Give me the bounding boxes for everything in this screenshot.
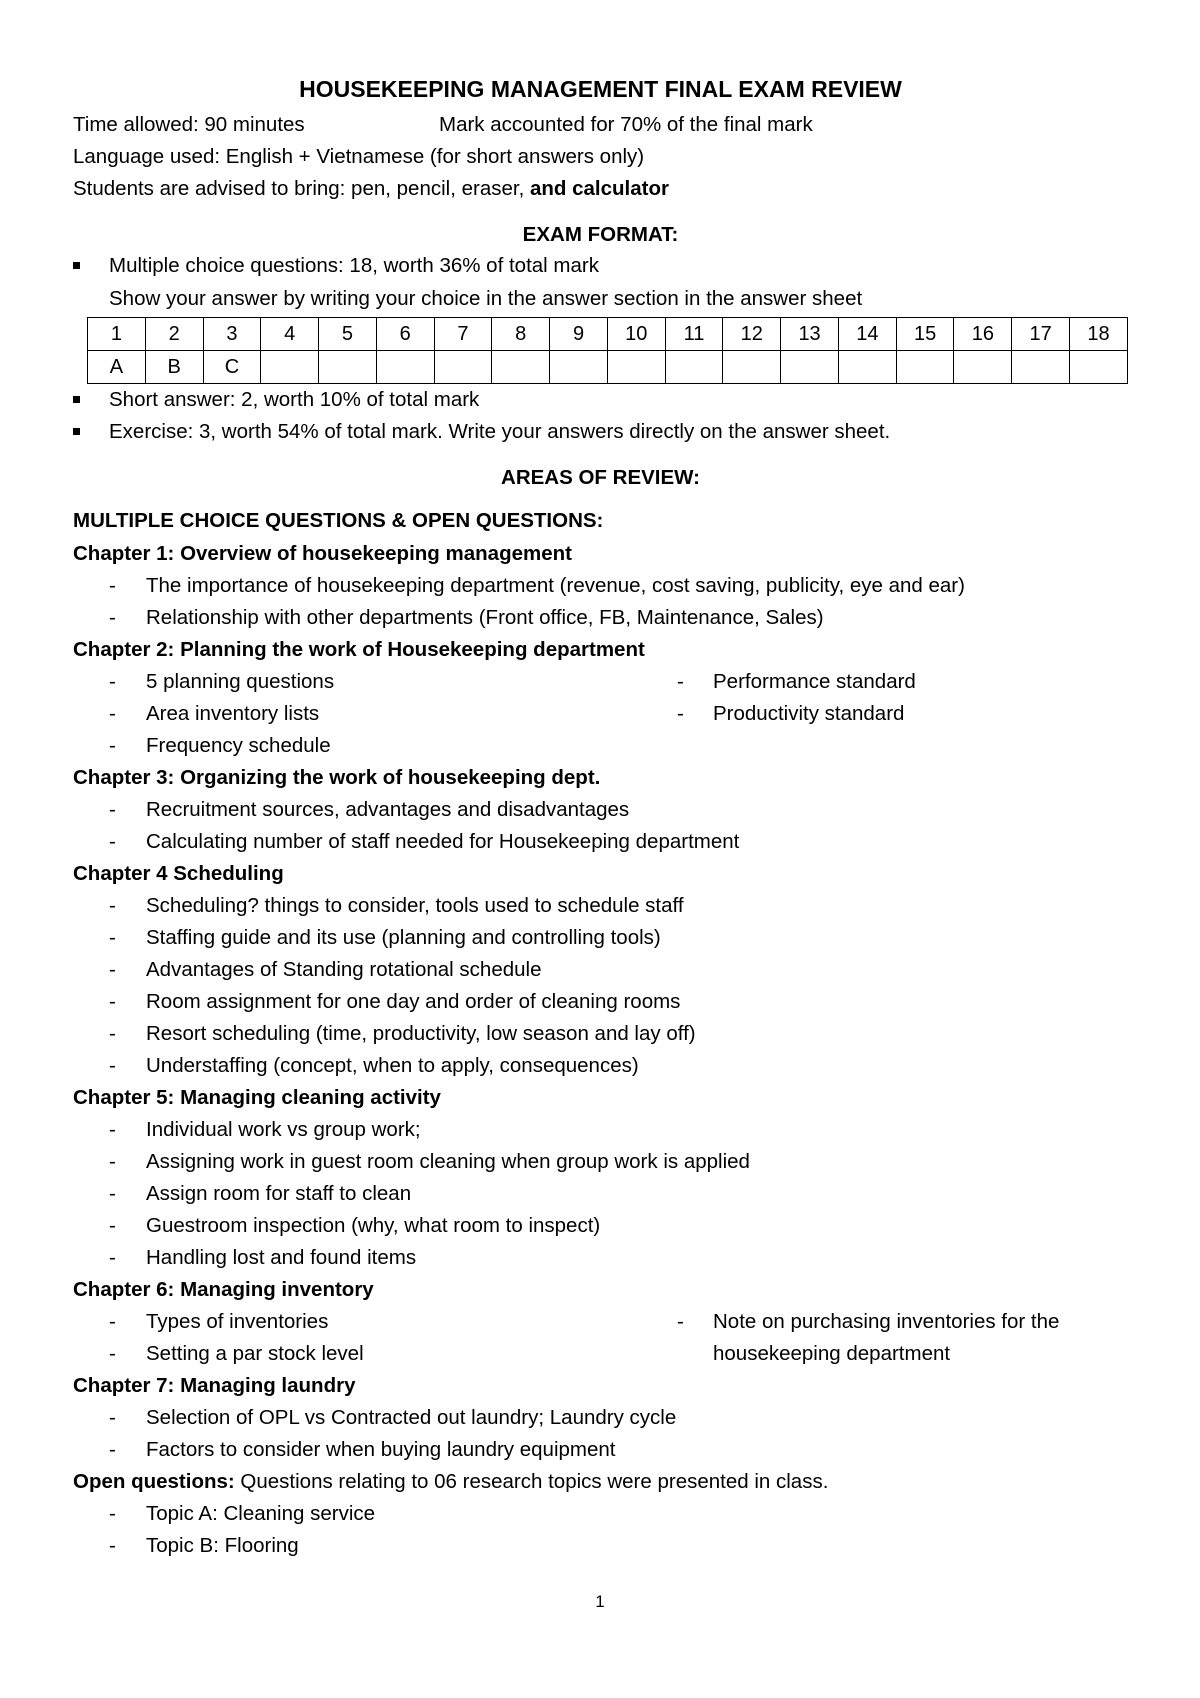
chapter-3-title: Chapter 3: Organizing the work of housekeeping dept. <box>73 766 601 789</box>
list-item-text: Individual work vs group work; <box>146 1118 421 1141</box>
answer-table-answer-cell: B <box>145 351 203 384</box>
dash-bullet: - <box>109 1310 116 1333</box>
dash-bullet: - <box>109 702 116 725</box>
exercise-text: Exercise: 3, worth 54% of total mark. Write your answers directly on the answer sheet. <box>109 420 891 443</box>
answer-table-number-cell: 18 <box>1070 318 1128 351</box>
answer-table-answer-cell <box>954 351 1012 384</box>
list-item-text: Frequency schedule <box>146 734 331 757</box>
answer-table-number-row <box>88 318 1128 351</box>
answer-table-answer-row <box>88 351 1128 384</box>
answer-table-number-cell: 5 <box>319 318 377 351</box>
answer-table-number-cell: 6 <box>376 318 434 351</box>
answer-table-answer-cell <box>1012 351 1070 384</box>
answer-table-answer-cell <box>838 351 896 384</box>
list-item-text: Recruitment sources, advantages and disadvantages <box>146 798 630 821</box>
answer-table-number-cell: 2 <box>145 318 203 351</box>
dash-bullet: - <box>109 606 116 629</box>
dash-bullet: - <box>109 830 116 853</box>
bring-prefix: Students are advised to bring: pen, pencil, eraser, <box>73 177 530 200</box>
list-item-text: Guestroom inspection (why, what room to inspect) <box>146 1214 601 1237</box>
square-bullet-icon <box>73 428 80 435</box>
language-used: Language used: English + Vietnamese (for short answers only) <box>73 145 645 168</box>
answer-table-answer-cell <box>492 351 550 384</box>
answer-table-number-cell: 13 <box>781 318 839 351</box>
document-title: HOUSEKEEPING MANAGEMENT FINAL EXAM REVIEW <box>299 76 902 102</box>
areas-heading: AREAS OF REVIEW: <box>501 466 700 489</box>
list-item-text: Room assignment for one day and order of cleaning rooms <box>146 990 681 1013</box>
dash-bullet: - <box>109 1534 116 1557</box>
chapter-6-title: Chapter 6: Managing inventory <box>73 1278 374 1301</box>
dash-bullet: - <box>109 1182 116 1205</box>
short-answer-text: Short answer: 2, worth 10% of total mark <box>109 388 480 411</box>
chapter-1-title: Chapter 1: Overview of housekeeping management <box>73 542 572 565</box>
list-item-text: Advantages of Standing rotational schedule <box>146 958 542 981</box>
dash-bullet: - <box>109 670 116 693</box>
list-item-text: Relationship with other departments (Front office, FB, Maintenance, Sales) <box>146 606 824 629</box>
answer-table-answer-cell <box>261 351 319 384</box>
list-item-text: Types of inventories <box>146 1310 329 1333</box>
list-item-text: Resort scheduling (time, productivity, low season and lay off) <box>146 1022 696 1045</box>
dash-bullet: - <box>109 1118 116 1141</box>
chapter-5-title: Chapter 5: Managing cleaning activity <box>73 1086 441 1109</box>
list-item-text: Performance standard <box>713 670 916 693</box>
chapter-2-title: Chapter 2: Planning the work of Housekeeping department <box>73 638 645 661</box>
answer-table-answer-cell <box>607 351 665 384</box>
mcq-note: Show your answer by writing your choice in the answer section in the answer sheet <box>109 287 863 310</box>
list-item-text: Understaffing (concept, when to apply, consequences) <box>146 1054 639 1077</box>
dash-bullet: - <box>109 1406 116 1429</box>
list-item-text: Productivity standard <box>713 702 905 725</box>
answer-table-answer-cell <box>434 351 492 384</box>
answer-table <box>87 317 1128 384</box>
answer-table-answer-cell <box>376 351 434 384</box>
dash-bullet: - <box>109 990 116 1013</box>
mcq-text: Multiple choice questions: 18, worth 36% of total mark <box>109 254 599 277</box>
answer-table-number-cell: 4 <box>261 318 319 351</box>
answer-table-answer-cell: C <box>203 351 261 384</box>
exam-format-heading: EXAM FORMAT: <box>522 223 679 246</box>
answer-table-number-cell: 17 <box>1012 318 1070 351</box>
open-questions-label: Open questions: <box>73 1470 235 1493</box>
square-bullet-icon <box>73 262 80 269</box>
list-item-text: Setting a par stock level <box>146 1342 364 1365</box>
answer-table-number-cell: 1 <box>88 318 146 351</box>
answer-table-number-cell: 7 <box>434 318 492 351</box>
dash-bullet: - <box>109 734 116 757</box>
list-item-text: 5 planning questions <box>146 670 335 693</box>
answer-table-number-cell: 10 <box>607 318 665 351</box>
mark-accounted: Mark accounted for 70% of the final mark <box>439 113 813 136</box>
dash-bullet: - <box>677 1310 684 1333</box>
dash-bullet: - <box>109 574 116 597</box>
answer-table-number-cell: 8 <box>492 318 550 351</box>
list-item-text: Calculating number of staff needed for Housekeeping department <box>146 830 740 853</box>
list-item-text: Scheduling? things to consider, tools used to schedule staff <box>146 894 684 917</box>
answer-table-number-cell: 14 <box>838 318 896 351</box>
answer-table-answer-cell <box>896 351 954 384</box>
list-item-text: Topic B: Flooring <box>146 1534 299 1557</box>
list-item-text: Assigning work in guest room cleaning when group work is applied <box>146 1150 750 1173</box>
dash-bullet: - <box>109 1502 116 1525</box>
answer-table-number-cell: 15 <box>896 318 954 351</box>
list-item-text: Area inventory lists <box>146 702 320 725</box>
list-item-text: Topic A: Cleaning service <box>146 1502 376 1525</box>
open-questions <box>73 1469 828 1495</box>
dash-bullet: - <box>109 798 116 821</box>
answer-table-number-cell: 11 <box>665 318 723 351</box>
answer-table-number-cell: 3 <box>203 318 261 351</box>
dash-bullet: - <box>677 702 684 725</box>
answer-table-number-cell: 9 <box>550 318 608 351</box>
answer-table-answer-cell <box>319 351 377 384</box>
list-item-text: Assign room for staff to clean <box>146 1182 412 1205</box>
answer-table-answer-cell <box>723 351 781 384</box>
bring-bold: and calculator <box>529 177 669 200</box>
dash-bullet: - <box>109 1022 116 1045</box>
answer-table-answer-cell <box>781 351 839 384</box>
answer-table-answer-cell: A <box>88 351 146 384</box>
list-item-text-continued: housekeeping department <box>713 1342 951 1365</box>
dash-bullet: - <box>109 894 116 917</box>
dash-bullet: - <box>677 670 684 693</box>
dash-bullet: - <box>109 1150 116 1173</box>
answer-table-number-cell: 16 <box>954 318 1012 351</box>
square-bullet-icon <box>73 396 80 403</box>
bring-items <box>73 176 669 202</box>
page-number: 1 <box>595 1592 605 1611</box>
dash-bullet: - <box>109 1214 116 1237</box>
dash-bullet: - <box>109 1342 116 1365</box>
list-item-text: Handling lost and found items <box>146 1246 417 1269</box>
list-item-text: Staffing guide and its use (planning and controlling tools) <box>146 926 661 949</box>
dash-bullet: - <box>109 1438 116 1461</box>
dash-bullet: - <box>109 1246 116 1269</box>
list-item-text: Note on purchasing inventories for the <box>713 1310 1060 1333</box>
list-item-text: The importance of housekeeping department (revenue, cost saving, publicity, eye and ear) <box>146 574 965 597</box>
answer-table-answer-cell <box>665 351 723 384</box>
dash-bullet: - <box>109 1054 116 1077</box>
chapter-7-title: Chapter 7: Managing laundry <box>73 1374 356 1397</box>
chapter-4-title: Chapter 4 Scheduling <box>73 862 284 885</box>
answer-table-number-cell: 12 <box>723 318 781 351</box>
dash-bullet: - <box>109 958 116 981</box>
list-item-text: Factors to consider when buying laundry equipment <box>146 1438 616 1461</box>
time-allowed: Time allowed: 90 minutes <box>73 113 305 136</box>
dash-bullet: - <box>109 926 116 949</box>
open-questions-text: Questions relating to 06 research topics were presented in class. <box>234 1470 829 1493</box>
answer-table-answer-cell <box>550 351 608 384</box>
mcq-open-heading: MULTIPLE CHOICE QUESTIONS & OPEN QUESTIONS: <box>73 509 604 532</box>
list-item-text: Selection of OPL vs Contracted out laundry; Laundry cycle <box>146 1406 677 1429</box>
answer-table-answer-cell <box>1070 351 1128 384</box>
